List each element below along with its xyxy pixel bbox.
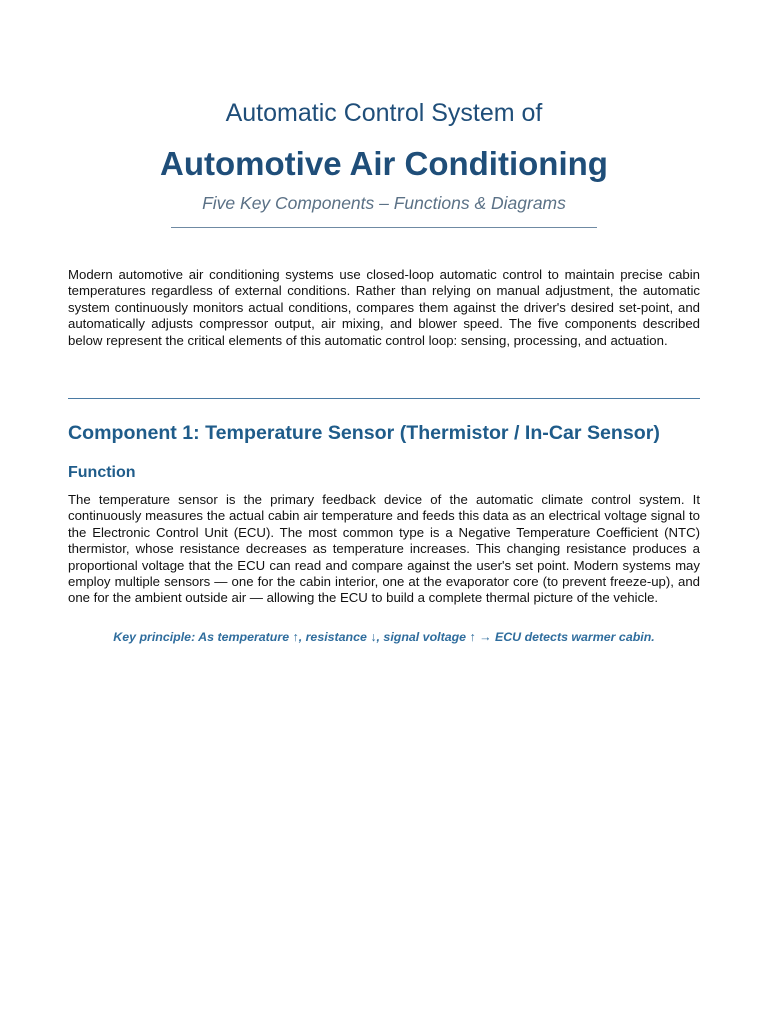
intro-paragraph: Modern automotive air conditioning systems use closed-loop automatic control to maintain precise cabin temperatures regardless of external conditions. Rather than relying on manual adjustment, the automatic system continuously monitors actual conditions, compares them against the driver's desired set-point, and automatically adjusts compressor output, air mixing, and blower speed. The five components described below represent the critical elements of this automatic control loop: sensing, processing, and actuation.	[68, 267, 700, 348]
subtitle-divider	[171, 227, 597, 228]
component-1-heading: Component 1: Temperature Sensor (Thermistor / In-Car Sensor)	[68, 422, 660, 444]
document-title: Automotive Air Conditioning	[160, 145, 608, 182]
section-divider	[68, 398, 700, 399]
document-subtitle: Five Key Components – Functions & Diagrams	[202, 193, 566, 213]
function-heading: Function	[68, 464, 136, 481]
function-paragraph: The temperature sensor is the primary feedback device of the automatic climate control system. It continuously measures the actual cabin air temperature and feeds this data as an electrical voltage signal to the Electronic Control Unit (ECU). The most common type is a Negative Temperature Coefficient (NTC) thermistor, whose resistance decreases as temperature increases. This changing resistance produces a proportional voltage that the ECU can read and compare against the user's set point. Modern systems may employ multiple sensors — one for the cabin interior, one at the evaporator core (to prevent freeze-up), and one for the ambient outside air — allowing the ECU to build a complete thermal picture of the vehicle.	[68, 492, 700, 606]
key-principle-note: Key principle: As temperature ↑, resistance ↓, signal voltage ↑ → ECU detects warmer cabin.	[113, 630, 655, 644]
title-line-1: Automatic Control System of	[225, 99, 543, 127]
